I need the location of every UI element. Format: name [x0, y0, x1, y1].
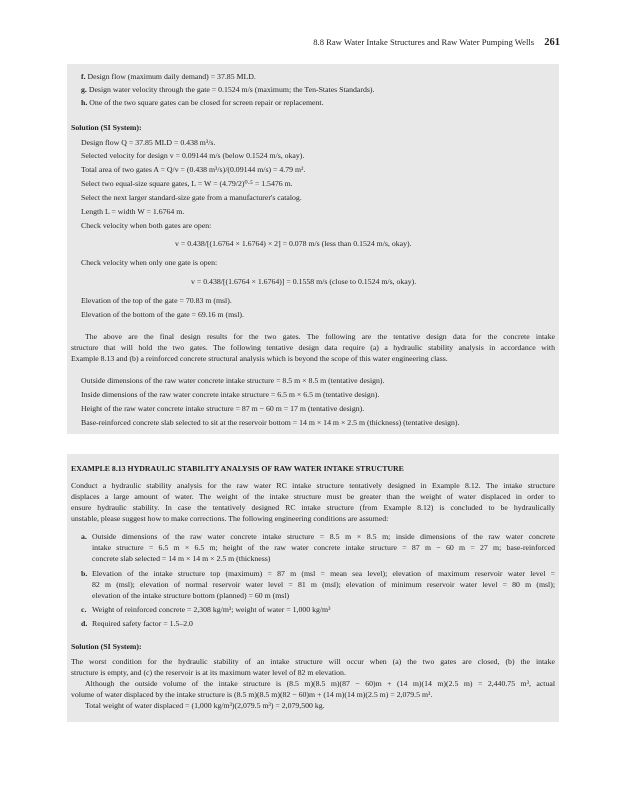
condition-b-line: 82 m (msl); elevation of normal reservoir water level = 81 m (msl); elevation of minimum reservoir water level = 80 m (msl);	[92, 580, 555, 589]
tentative-line: Outside dimensions of the raw water concrete intake structure = 8.5 m × 8.5 m (tentative design).	[81, 376, 385, 385]
example-8-13-box	[67, 454, 559, 722]
solution-line: Check velocity when both gates are open:	[81, 221, 212, 230]
running-title: 8.8 Raw Water Intake Structures and Raw Water Pumping Wells	[313, 37, 535, 47]
condition-c-letter: c.	[81, 605, 87, 614]
condition-a-letter: a.	[81, 532, 87, 541]
solution-line: Total area of two gates A = Q/v = (0.438 m³/s)/(0.09144 m/s) = 4.79 m².	[81, 165, 306, 174]
tentative-line: Inside dimensions of the raw water concrete intake structure = 6.5 m × 6.5 m (tentative design).	[81, 390, 380, 399]
item-h: h. One of the two square gates can be closed for screen repair or replacement.	[81, 98, 324, 107]
solution-line: Length L = width W = 1.6764 m.	[81, 207, 185, 216]
solution-line: Design flow Q = 37.85 MLD = 0.438 m³/s.	[81, 138, 216, 147]
intro-line: displaces a large amount of water. The weight of the intake structure must be greater than the weight of water displaced in order to	[71, 492, 555, 501]
condition-b-letter: b.	[81, 569, 88, 578]
condition-a-line: intake structure = 6.5 m × 6.5 m; height of the raw water concrete intake structure = 87 m − 60 m = 27 m; base-reinforced	[92, 543, 555, 552]
equation-one-gate: v = 0.438/[(1.6764 × 1.6764)] = 0.1558 m/s (close to 0.1524 m/s, okay).	[191, 277, 417, 286]
solution-line: Selected velocity for design v = 0.09144 m/s (below 0.1524 m/s, okay).	[81, 151, 305, 160]
solution-heading: Solution (SI System):	[71, 123, 142, 132]
intro-line: ensure hydraulic stability. In case the tentatively designed RC intake structure (from Example 8.12) is concluded to be hydraulically	[71, 503, 555, 512]
elevation-bottom: Elevation of the bottom of the gate = 69.16 m (msl).	[81, 310, 244, 319]
tentative-line: Height of the raw water concrete intake structure = 87 m − 60 m = 17 m (tentative design).	[81, 404, 365, 413]
check-one-gate: Check velocity when only one gate is open:	[81, 258, 218, 267]
example-8-12-continuation-box	[67, 64, 559, 434]
solution-line: Total weight of water displaced = (1,000 kg/m³)(2,079.5 m³) = 2,079,500 kg.	[85, 701, 325, 710]
solution-line: Although the outside volume of the intake structure is (8.5 m)(8.5 m)(87 − 60)m + (14 m)(14 m)(2.5 m) = 2,440.75 m³, actual	[85, 679, 555, 688]
solution-line: volume of water displaced by the intake structure is (8.5 m)(8.5 m)(82 − 60)m + (14 m)(14 m)(2.5 m) = 2,079.5 m³.	[71, 690, 433, 699]
condition-b-line: Elevation of the intake structure top (maximum) = 87 m (msl = mean sea level); elevation of maximum reservoir water level =	[92, 569, 555, 578]
condition-b-line: elevation of the intake structure bottom (planned) = 60 m (msl)	[92, 591, 290, 600]
running-header	[0, 37, 560, 48]
example-title: EXAMPLE 8.13 HYDRAULIC STABILITY ANALYSIS OF RAW WATER INTAKE STRUCTURE	[71, 464, 404, 473]
intro-line: Conduct a hydraulic stability analysis for the raw water RC intake structure tentatively designed in Example 8.12. The intake structure	[71, 481, 555, 490]
solution-line: Select the next larger standard-size gate from a manufacturer's catalog.	[81, 193, 302, 202]
paragraph-line: structure that will hold the two gates. The following tentative design data require (a) a hydraulic stability analysis in accordance with	[71, 343, 555, 352]
condition-d: Required safety factor = 1.5–2.0	[92, 619, 193, 628]
page-number: 261	[544, 37, 560, 48]
paragraph-line: The above are the final design results for the two gates. The following are the tentative design data for the concrete intake	[85, 332, 555, 341]
condition-a-line: concrete slab selected = 14 m × 14 m × 2.5 m (thickness)	[92, 554, 271, 563]
condition-a-line: Outside dimensions of the raw water concrete intake structure = 8.5 m × 8.5 m; inside dimensions of the raw water concrete	[92, 532, 555, 541]
tentative-line: Base-reinforced concrete slab selected to sit at the reservoir bottom = 14 m × 14 m × 2.5 m (thickness) (tentative design).	[81, 418, 460, 427]
item-g: g. Design water velocity through the gate = 0.1524 m/s (maximum; the Ten-States Standards).	[81, 85, 375, 94]
condition-d-letter: d.	[81, 619, 88, 628]
elevation-top: Elevation of the top of the gate = 70.83 m (msl).	[81, 296, 232, 305]
intro-line: unstable, please suggest how to make corrections. The following engineering conditions are assumed:	[71, 514, 389, 523]
solution-line: The worst condition for the hydraulic stability of an intake structure will occur when (a) the two gates are closed, (b) the intake	[71, 657, 555, 666]
condition-c: Weight of reinforced concrete = 2,308 kg/m³; weight of water = 1,000 kg/m³	[92, 605, 331, 614]
paragraph-line: Example 8.13 and (b) a reinforced concrete structural analysis which is beyond the scope of this water engineering class.	[71, 354, 448, 363]
item-f: f. Design flow (maximum daily demand) = 37.85 MLD.	[81, 72, 256, 81]
equation-both-gates: v = 0.438/[(1.6764 × 1.6764) × 2] = 0.078 m/s (less than 0.1524 m/s, okay).	[175, 239, 412, 248]
solution-line: structure is empty, and (c) the reservoir is at its maximum water level of 82 m elevation.	[71, 668, 346, 677]
solution-heading: Solution (SI System):	[71, 642, 142, 651]
solution-line: Select two equal-size square gates, L = W = (4.79/2)⁰·⁵ = 1.5476 m.	[81, 179, 293, 188]
